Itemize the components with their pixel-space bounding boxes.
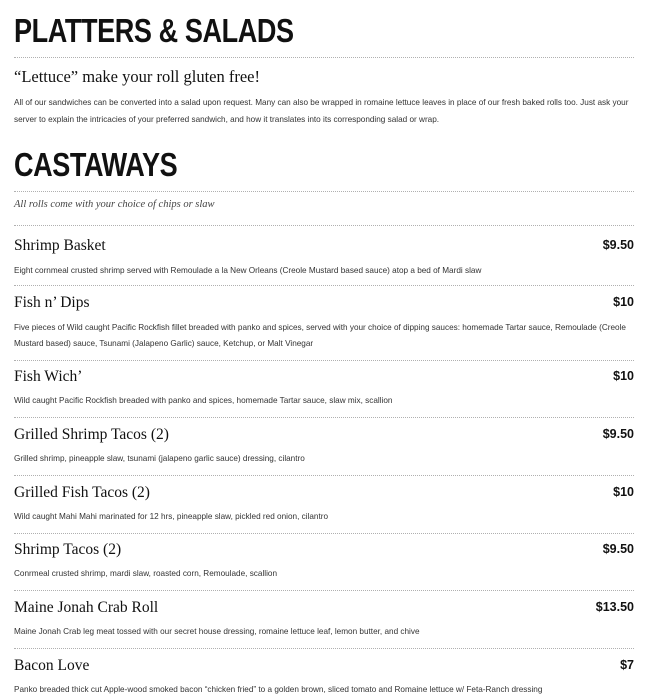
divider bbox=[14, 475, 634, 476]
menu-item-description: Wild caught Mahi Mahi marinated for 12 hrs, pineapple slaw, pickled red onion, cilantro bbox=[14, 512, 329, 521]
divider bbox=[14, 360, 634, 361]
menu-item-description: Conrmeal crusted shrimp, mardi slaw, roasted corn, Remoulade, scallion bbox=[14, 569, 278, 578]
menu-item-description: Panko breaded thick cut Apple-wood smoked bacon “chicken fried” to a golden brown, sliced tomato and Romaine lettuce w/ Feta-Ranch dressing bbox=[14, 685, 543, 694]
menu-item-price: $7 bbox=[620, 658, 634, 672]
divider bbox=[14, 648, 634, 649]
lettuce-heading: “Lettuce” make your roll gluten free! bbox=[14, 67, 261, 86]
divider bbox=[14, 225, 634, 226]
menu-item-description: Eight cornmeal crusted shrimp served with Remoulade a la New Orleans (Creole Mustard based sauce) atop a bed of Mardi slaw bbox=[14, 266, 482, 275]
menu-item-name: Fish n’ Dips bbox=[14, 294, 90, 311]
menu-item-name: Bacon Love bbox=[14, 657, 90, 674]
menu-item-name: Grilled Fish Tacos (2) bbox=[14, 484, 150, 501]
menu-item-price: $10 bbox=[613, 485, 634, 499]
menu-item-name: Shrimp Tacos (2) bbox=[14, 541, 122, 558]
divider bbox=[14, 533, 634, 534]
menu-item-price: $10 bbox=[613, 369, 634, 383]
menu-item-name: Shrimp Basket bbox=[14, 237, 106, 254]
divider bbox=[14, 57, 634, 58]
menu-item-name: Maine Jonah Crab Roll bbox=[14, 599, 159, 616]
menu-item-name: Grilled Shrimp Tacos (2) bbox=[14, 426, 169, 443]
menu-item-description: Maine Jonah Crab leg meat tossed with our secret house dressing, romaine lettuce leaf, lemon butter, and chive bbox=[14, 627, 420, 636]
menu-item-price: $9.50 bbox=[602, 427, 634, 441]
castaways-title: CASTAWAYS bbox=[14, 146, 178, 183]
divider bbox=[14, 417, 634, 418]
divider bbox=[14, 191, 634, 192]
menu-item-description: Grilled shrimp, pineapple slaw, tsunami (jalapeno garlic sauce) dressing, cilantro bbox=[14, 454, 305, 463]
menu-item-price: $9.50 bbox=[602, 238, 634, 252]
rolls-note: All rolls come with your choice of chips or slaw bbox=[14, 199, 215, 210]
menu-item-description: Wild caught Pacific Rockfish breaded with panko and spices, homemade Tartar sauce, slaw mix, scallion bbox=[14, 396, 393, 405]
menu-item-price: $9.50 bbox=[602, 542, 634, 556]
divider bbox=[14, 590, 634, 591]
menu-item-name: Fish Wich’ bbox=[14, 368, 83, 385]
menu-item-price: $10 bbox=[613, 295, 634, 309]
platters-salads-title: PLATTERS & SALADS bbox=[14, 12, 294, 49]
menu-item-description: Five pieces of Wild caught Pacific Rockfish fillet breaded with panko and spices, served with your choice of dipping sauces: homemade Tartar sauce, Remoulade (Creole Mustard based) sauce, Tsunami (Jalapeno Garlic) sauce, Ketchup, or Malt Vinegar bbox=[14, 323, 626, 348]
menu-item-price: $13.50 bbox=[595, 600, 634, 614]
lettuce-description: All of our sandwiches can be converted into a salad upon request. Many can also be wrapped in romaine lettuce leaves in place of our fresh baked rolls too. Just ask your server to explain the intricacies of your preferred sandwich, and how it translates into its corresponding salad or wrap. bbox=[14, 98, 629, 124]
divider bbox=[14, 285, 634, 286]
